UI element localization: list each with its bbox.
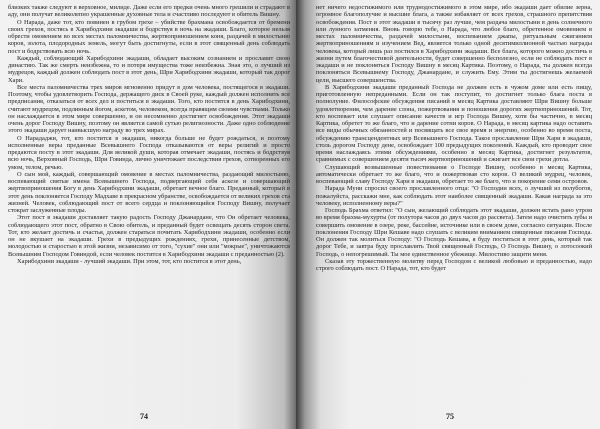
page-number: 74	[140, 412, 148, 421]
paragraph: Каждый, соблюдающий Харибодхини экадаши, обладает высоким сознанием и прославит свою династию. Так же смерть неизбежна, то и потеря имущества тоже неизбежна. Зная это, о лучший из мудрецов, каждый должен соблюдать пост в этот день, Шри Харибодхини экадаши, который так дорог Хари.	[8, 54, 290, 84]
left-page	[0, 0, 296, 429]
paragraph: Харибодхини экадаши - лучший экадаши. При этом, тот, кто постится в этот день,	[17, 257, 242, 265]
paragraph: О Нарада, даже тот, кто повинен в грубом грехе – убийстве брахмана освобождается от бремени своих грехов, постясь в Харибодхини экадаши и бодрствуя в ночь на экадаши. Благо, которое нельзя обрести омовением во всех местах паломничества, жертвоприношением коня, раздачей в милостыню коров, золота, плодородных земель, могут быть достигнуты, если в этот священный день соблюдать пост и бодрствовать всю ночь.	[8, 18, 290, 55]
paragraph: Этот пост в экадаши доставляет такую радость Господу Джанардане, что Он обретает человека, соблюдающего этот пост, обратно в Свою обитель, и преданный будет освещать десять сторон света. Тот, кто желает достичь и счастья, должен стараться почитать Харибодхини экадаши, особенно если он не вкушает на экадаши. Грехи в предыдущих рождениях, грехи, принесенные детством, молодостью и старостью в этой жизни, независимо от того, "сухие" они или "мокрые", уничтожаются Всевышним Господом Говиндой, если человек постится в Харибодхини экадаши с преданностью (2).	[8, 214, 290, 258]
paragraph: Господь Брахма ответил: "О сын, желающий соблюдать этот экадаши, должен встать рано утром во время брахма-мухурты (от полутора часов до двух часов до рассвета). Затем надо очистить зубы и совершить омовение в озере, реке, бассейне, источнике или в своем доме, согласно ситуации. После поклонения Господу Шри Кешаве надо слушать с великим вниманием священные писания Господа. Он должен так молиться Господу: "О Господь Кешава, я буду поститься в этот день, который так дорог Тебе, и завтра буду прославлять Твой священный Господь, О Господь Вишну, о лотосоокий Господь, о непогрешимый. Ты мое единственное убежище. Милостиво защити меня.	[316, 207, 592, 258]
paragraph: О сын мой, каждый, совершающий омовение в местах паломничества, раздающий милостыню, воспевающий святые имена Всевышнего Господа, подвергающий себя аскезе и совершающий жертвоприношения Богу в день Харибодхини экадаши, обретает вечное благо. Преданный, который в этот день поклоняется Господу Мадхаве в прекрасном убранстве, освобождается от великих грехов ста жизней. Человек, соблюдающий пост от всего сердца и поклоняющийся Господу Вишну, получает стократ заслуженные плоды.	[8, 170, 290, 214]
left-page-text	[8, 4, 290, 265]
paragraph: Нарада Муни спросил своего прославленного отца: "О Господин всех, о лучший из полубогов, пожалуйста, расскажи мне, как соблюдать этот наиболее священный экадаши. Какая награда за это человеку, исполненному веры?"	[316, 185, 592, 207]
paragraph: О Нарададжи, тот, кто постится в экадаши, никогда больше не будет рождаться, и поэтому исполненные веры преданные Всевышнего Господа отказываются от веры религий и просто предаются посту в этот экадаши. Для великой души, которая отмечает экадаши, постясь и бодрствуя всю ночь, Верховный Господь, Шри Говинда, лично уничтожает последствия грехов, сотворенных его умом, телом, речью.	[8, 134, 290, 171]
right-page	[296, 0, 600, 429]
paragraph: Слушающий возвышенные повествования о Господе Вишну, особенно в месяц Картика, автоматически обретает то же благо, что и пожертвовав сто коров. О великий мудрец, человек, воспевающий славу Господу Хари в экадаши, обретает то же благо, что и покорение семи островов.	[316, 163, 592, 185]
paragraph: В Харибодхини экадаши преданный Господа не должен есть в чужом доме или есть пищу, приготовленную непреданными. Если он так поступит, то достигнет только блага поста в полнолуние. Философские обсуждения писаний в месяц Картика доставляют Шри Вишну больше удовлетворения, чем дарение слона, пожертвования и поношения дорогих жертвоприношений. Тот, кто воспевает или слушает описание качеств и игр Господа Вишну, хотя бы частично, в месяц Картика, обретет то же благо, что и дарение сотни коров. О Нарада, в месяц картика надо оставить все виды обычных обязанностей и посвящать все свое время и энергию, особенно во время поста, обсуждению трансцендентных игр Всевышнего Господа. Такое прославление Шри Хари в экадаши, столь дорогом Господу дене, освобождает 100 предыдущих поколений. Каждый, кто проводит свое время наслаждаясь этими обсуждениями, особенно в месяц Картика, достигнет результатов, сравнимых с совершением десяти тысяч жертвоприношений и сжигает все свои грехи дотла.	[316, 83, 592, 164]
paragraph: Все места паломничества трех миров мгновенно придут в дом человека, постящегося в экадаши. Поэтому, чтобы удовлетворить Господа, держащего диск в Своей руке, каждый должен исполнить все предписания, отказаться от всех дел и поститься в экадаши. Того, кто постится в день Харибодхини, считают мудрецом, подлинным йогом, аскетом, человеком, всегда правящим своими чувствами. Только он наслаждается в этом мире совершенно, и он несомненно достигнет освобождения. Этот экадаши очень дорог Господу Вишну, поэтому он является самой сутью религиозности. Даже одно соблюдение этого экадаши дарует наивысшую награду во трех мирах.	[8, 83, 290, 135]
paragraph: нет ничего недостижимого или труднодостижимого в этом мире, ибо экадаши дает обилие зерна, огромное благополучие и высшие блага, а также избавляет от всех грехов, страшного препятствия освобождения. Пост в этот экадаши в тысячу раз лучше, чем раздача милостыни в день солнечного или лунного затмения. Вновь говорю тебе, о Нарада, что любое благо, обретенное омовением в местах паломничества, раздачей милостыни, воспеванием джапы, ритуальным сжиганием жертвоприношениям и изучением Вед, является только одной десятимиллионной частью награды человека, который лишь раз постился в Харибодхини экадаши. Все блага, которого можно достичь в жизни путем благочестивой деятельности, будет совершенно бесполезно, если не соблюдать пост в экадаши и не поклоняться Господу Вишну в месяц Картика. Поэтому, о Нарада, ты должен всегда поклоняться Всевышнему Господу, Джанардане, и служить Ему. Этим ты достигнешь желаемой цели, высшего совершенства.	[316, 4, 592, 84]
paragraph: близких также следуют в верховное, милиде. Даже если его предки очень много грешили и страдают в аду, они получат великолепно украшенные духовные тела и счастливо последуют в обитель Вишну.	[8, 4, 290, 19]
page-number: 75	[446, 412, 454, 421]
paragraph: Сказав эту торжественную молитву перед Господом с великой любовью и преданностью, надо строго соблюдать пост. О Нарада, тот, кто будет	[316, 257, 592, 272]
right-page-text	[316, 4, 592, 272]
